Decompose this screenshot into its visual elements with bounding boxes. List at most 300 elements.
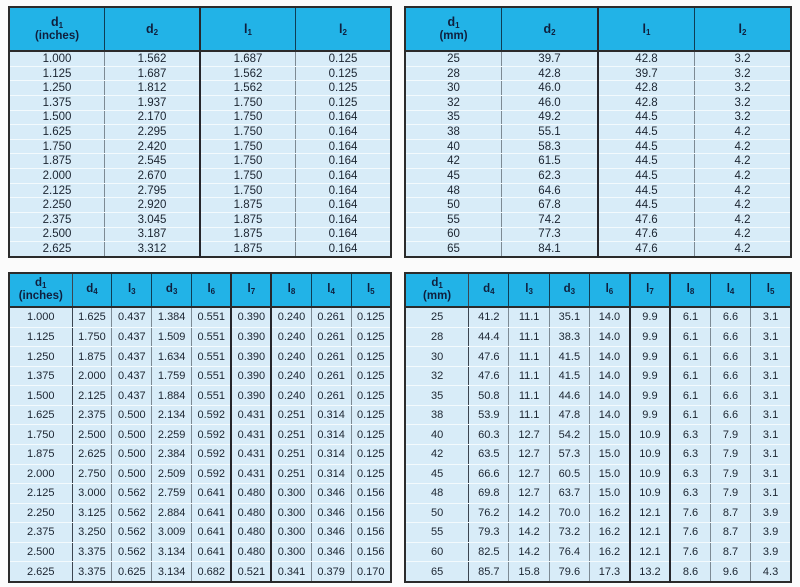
value-cell: 44.4 — [469, 327, 509, 347]
value-cell: 0.314 — [311, 405, 351, 425]
table-header — [405, 7, 791, 51]
value-cell: 2.375 — [72, 405, 112, 425]
value-cell: 0.480 — [231, 523, 271, 543]
value-cell: 1.812 — [105, 81, 201, 96]
value-cell: 1.875 — [200, 198, 296, 213]
value-cell: 1.875 — [200, 212, 296, 227]
table-row — [9, 139, 391, 154]
value-cell: 42.8 — [598, 81, 695, 96]
value-cell: 0.125 — [351, 444, 391, 464]
value-cell: 38.3 — [549, 327, 589, 347]
value-cell: 0.562 — [112, 523, 152, 543]
value-cell: 1.750 — [200, 139, 296, 154]
value-cell: 0.641 — [192, 484, 232, 504]
value-cell: 57.3 — [549, 444, 589, 464]
value-cell: 1.750 — [200, 154, 296, 169]
value-cell: 0.551 — [192, 327, 232, 347]
value-cell: 55 — [405, 523, 469, 543]
value-cell: 0.125 — [351, 464, 391, 484]
value-cell: 0.164 — [296, 154, 392, 169]
value-cell: 8.7 — [710, 503, 750, 523]
column-header-l6: $l_6$ — [590, 273, 630, 307]
value-cell: 3.9 — [751, 503, 791, 523]
value-cell: 15.0 — [590, 464, 630, 484]
value-cell: 3.1 — [751, 464, 791, 484]
value-cell: 0.251 — [271, 464, 311, 484]
table-row — [9, 366, 391, 386]
value-cell: 0.240 — [271, 386, 311, 406]
value-cell: 3.2 — [695, 51, 792, 66]
unit-note: (inches) — [18, 290, 63, 302]
value-cell: 0.641 — [192, 542, 232, 562]
value-cell: 0.437 — [112, 386, 152, 406]
value-cell: 65 — [405, 242, 502, 257]
value-cell: 12.7 — [509, 464, 549, 484]
table-body — [405, 51, 791, 257]
value-cell: 4.2 — [695, 183, 792, 198]
value-cell: 0.240 — [271, 347, 311, 367]
table-row — [9, 154, 391, 169]
value-cell: 3.2 — [695, 110, 792, 125]
value-cell: 1.625 — [9, 125, 105, 140]
value-cell: 63.7 — [549, 484, 589, 504]
value-cell: 6.6 — [710, 366, 750, 386]
value-cell: 40 — [405, 425, 469, 445]
value-cell: 4.2 — [695, 169, 792, 184]
value-cell: 61.5 — [502, 154, 599, 169]
value-cell: 3.2 — [695, 81, 792, 96]
column-header-l6: $l_6$ — [192, 273, 232, 307]
value-cell: 0.346 — [311, 503, 351, 523]
value-cell: 10.9 — [630, 464, 670, 484]
table-body — [9, 307, 391, 582]
value-cell: 4.2 — [695, 212, 792, 227]
value-cell: 13.2 — [630, 562, 670, 582]
value-cell: 44.5 — [598, 169, 695, 184]
value-cell: 15.8 — [509, 562, 549, 582]
table-row — [405, 81, 791, 96]
table-row — [9, 327, 391, 347]
value-cell: 6.1 — [670, 327, 710, 347]
table-row — [405, 227, 791, 242]
value-cell: 0.125 — [351, 366, 391, 386]
value-cell: 7.6 — [670, 503, 710, 523]
value-cell: 6.6 — [710, 347, 750, 367]
value-cell: 44.5 — [598, 139, 695, 154]
value-cell: 3.312 — [105, 242, 201, 257]
value-cell: 0.480 — [231, 484, 271, 504]
value-cell: 28 — [405, 327, 469, 347]
value-cell: 55.1 — [502, 125, 599, 140]
value-cell: 30 — [405, 347, 469, 367]
value-cell: 0.125 — [296, 81, 392, 96]
value-cell: 63.5 — [469, 444, 509, 464]
value-cell: 0.346 — [311, 542, 351, 562]
value-cell: 1.500 — [9, 386, 72, 406]
value-cell: 0.164 — [296, 110, 392, 125]
value-cell: 60.5 — [549, 464, 589, 484]
value-cell: 47.6 — [598, 212, 695, 227]
column-header-d2: $d_2$ — [105, 7, 201, 51]
value-cell: 1.750 — [9, 139, 105, 154]
value-cell: 25 — [405, 51, 502, 66]
value-cell: 14.0 — [590, 327, 630, 347]
value-cell: 0.562 — [112, 542, 152, 562]
value-cell: 2.420 — [105, 139, 201, 154]
value-cell: 62.3 — [502, 169, 599, 184]
value-cell: 14.2 — [509, 542, 549, 562]
value-cell: 0.156 — [351, 503, 391, 523]
value-cell: 2.625 — [72, 444, 112, 464]
value-cell: 0.431 — [231, 464, 271, 484]
value-cell: 6.3 — [670, 444, 710, 464]
value-cell: 1.750 — [9, 425, 72, 445]
value-cell: 6.1 — [670, 366, 710, 386]
value-cell: 0.164 — [296, 169, 392, 184]
dimensions-table-inches-detail — [8, 272, 392, 583]
value-cell: 15.0 — [590, 425, 630, 445]
value-cell: 3.250 — [72, 523, 112, 543]
value-cell: 1.750 — [200, 110, 296, 125]
value-cell: 42 — [405, 444, 469, 464]
value-cell: 9.6 — [710, 562, 750, 582]
value-cell: 14.0 — [590, 366, 630, 386]
value-cell: 0.592 — [192, 444, 232, 464]
value-cell: 39.7 — [502, 51, 599, 66]
value-cell: 1.625 — [72, 307, 112, 327]
value-cell: 2.295 — [105, 125, 201, 140]
value-cell: 0.164 — [296, 139, 392, 154]
table-row — [405, 386, 791, 406]
table-row — [405, 307, 791, 327]
value-cell: 0.437 — [112, 366, 152, 386]
value-cell: 79.3 — [469, 523, 509, 543]
column-header-d1: $d_1$ (mm) — [405, 273, 469, 307]
value-cell: 1.562 — [105, 51, 201, 66]
column-header-l7: $l_7$ — [231, 273, 271, 307]
value-cell: 0.551 — [192, 386, 232, 406]
table-row — [405, 110, 791, 125]
table-row — [9, 542, 391, 562]
table-row — [405, 95, 791, 110]
value-cell: 7.9 — [710, 444, 750, 464]
value-cell: 1.875 — [9, 154, 105, 169]
value-cell: 11.1 — [509, 327, 549, 347]
value-cell: 42.8 — [502, 66, 599, 81]
value-cell: 2.920 — [105, 198, 201, 213]
table-row — [9, 307, 391, 327]
value-cell: 0.346 — [311, 523, 351, 543]
value-cell: 0.261 — [311, 327, 351, 347]
table-row — [9, 125, 391, 140]
value-cell: 0.390 — [231, 347, 271, 367]
value-cell: 3.1 — [751, 347, 791, 367]
value-cell: 0.261 — [311, 386, 351, 406]
table-row — [405, 542, 791, 562]
table-row — [9, 562, 391, 582]
value-cell: 2.545 — [105, 154, 201, 169]
value-cell: 7.9 — [710, 425, 750, 445]
value-cell: 2.750 — [72, 464, 112, 484]
value-cell: 44.5 — [598, 198, 695, 213]
value-cell: 3.9 — [751, 523, 791, 543]
value-cell: 3.1 — [751, 405, 791, 425]
value-cell: 0.261 — [311, 347, 351, 367]
table-row — [9, 425, 391, 445]
value-cell: 0.125 — [351, 425, 391, 445]
value-cell: 0.562 — [112, 503, 152, 523]
value-cell: 14.0 — [590, 386, 630, 406]
value-cell: 0.341 — [271, 562, 311, 582]
value-cell: 8.7 — [710, 542, 750, 562]
value-cell: 0.682 — [192, 562, 232, 582]
value-cell: 3.1 — [751, 366, 791, 386]
value-cell: 0.390 — [231, 366, 271, 386]
value-cell: 0.251 — [271, 444, 311, 464]
value-cell: 6.3 — [670, 464, 710, 484]
value-cell: 32 — [405, 366, 469, 386]
value-cell: 8.7 — [710, 523, 750, 543]
value-cell: 1.875 — [72, 347, 112, 367]
value-cell: 2.500 — [9, 227, 105, 242]
value-cell: 0.551 — [192, 366, 232, 386]
value-cell: 84.1 — [502, 242, 599, 257]
value-cell: 0.480 — [231, 503, 271, 523]
value-cell: 0.170 — [357, 565, 385, 578]
value-cell: 66.6 — [469, 464, 509, 484]
table-row — [405, 139, 791, 154]
column-header-l1: $l_1$ — [598, 7, 695, 51]
value-cell: 1.562 — [200, 66, 296, 81]
value-cell: 11.1 — [509, 386, 549, 406]
value-cell: 0.500 — [112, 405, 152, 425]
value-cell: 0.300 — [271, 523, 311, 543]
value-cell: 0.500 — [112, 444, 152, 464]
table-row — [9, 183, 391, 198]
value-cell: 1.875 — [200, 227, 296, 242]
value-cell: 1.375 — [9, 366, 72, 386]
value-cell: 3.1 — [751, 425, 791, 445]
value-cell: 4.2 — [695, 125, 792, 140]
value-cell: 9.9 — [630, 327, 670, 347]
value-cell: 0.437 — [112, 347, 152, 367]
value-cell: 35.1 — [549, 307, 589, 327]
value-cell: 30 — [405, 81, 502, 96]
table-row — [9, 227, 391, 242]
table-row — [405, 327, 791, 347]
value-cell: 0.314 — [311, 444, 351, 464]
column-header-l8: $l_8$ — [670, 273, 710, 307]
table-row — [405, 523, 791, 543]
value-cell: 0.592 — [192, 464, 232, 484]
value-cell: 74.2 — [502, 212, 599, 227]
value-cell: 1.562 — [200, 81, 296, 96]
value-cell: 6.1 — [670, 307, 710, 327]
value-cell: 4.2 — [734, 243, 751, 256]
value-cell: 2.500 — [9, 542, 72, 562]
column-header-l3: $l_3$ — [509, 273, 549, 307]
value-cell: 60 — [405, 542, 469, 562]
column-header-l5: $l_5$ — [751, 273, 791, 307]
table-header — [9, 7, 391, 51]
table-row — [405, 484, 791, 504]
column-header-d4: $d_4$ — [72, 273, 112, 307]
value-cell: 2.759 — [152, 484, 192, 504]
value-cell: 2.000 — [9, 464, 72, 484]
table-row — [9, 110, 391, 125]
value-cell: 1.250 — [9, 347, 72, 367]
value-cell: 47.6 — [469, 366, 509, 386]
unit-note: (inches) — [34, 29, 80, 42]
value-cell: 15.0 — [590, 444, 630, 464]
value-cell: 0.641 — [192, 503, 232, 523]
value-cell: 44.5 — [598, 183, 695, 198]
table-row — [9, 347, 391, 367]
column-header-l4: $l_4$ — [311, 273, 351, 307]
value-cell: 79.6 — [549, 562, 589, 582]
value-cell: 76.4 — [549, 542, 589, 562]
value-cell: 2.250 — [9, 503, 72, 523]
value-cell: 0.164 — [296, 212, 392, 227]
value-cell: 0.521 — [231, 562, 271, 582]
table-body — [405, 307, 791, 582]
value-cell: 0.480 — [231, 542, 271, 562]
table-row — [9, 444, 391, 464]
value-cell: 69.8 — [469, 484, 509, 504]
value-cell: 38 — [405, 405, 469, 425]
value-cell: 0.641 — [192, 523, 232, 543]
value-cell: 0.164 — [328, 243, 358, 256]
value-cell: 60.3 — [469, 425, 509, 445]
value-cell: 41.5 — [549, 347, 589, 367]
value-cell: 11.1 — [509, 366, 549, 386]
value-cell: 53.9 — [469, 405, 509, 425]
value-cell: 6.6 — [710, 327, 750, 347]
value-cell: 0.164 — [296, 198, 392, 213]
value-cell: 1.000 — [9, 307, 72, 327]
table-row — [9, 212, 391, 227]
value-cell: 7.9 — [710, 464, 750, 484]
column-header-l7: $l_7$ — [630, 273, 670, 307]
value-cell: 0.551 — [192, 307, 232, 327]
value-cell: 38 — [405, 125, 502, 140]
value-cell: 2.625 — [9, 562, 72, 582]
value-cell: 12.1 — [630, 523, 670, 543]
value-cell: 9.9 — [630, 347, 670, 367]
value-cell: 3.1 — [751, 327, 791, 347]
value-cell: 0.390 — [231, 386, 271, 406]
table-row — [405, 242, 791, 257]
value-cell: 0.437 — [112, 307, 152, 327]
value-cell: 60 — [405, 227, 502, 242]
value-cell: 1.937 — [105, 95, 201, 110]
table-row — [405, 198, 791, 213]
value-cell: 0.562 — [112, 484, 152, 504]
value-cell: 0.251 — [271, 425, 311, 445]
column-header-d4: $d_4$ — [469, 273, 509, 307]
value-cell: 3.1 — [751, 444, 791, 464]
value-cell: 6.1 — [670, 347, 710, 367]
table-row — [9, 464, 391, 484]
value-cell: 0.261 — [311, 366, 351, 386]
value-cell: 0.390 — [231, 307, 271, 327]
value-cell: 1.750 — [200, 183, 296, 198]
value-cell: 0.625 — [112, 562, 152, 582]
value-cell: 0.500 — [112, 425, 152, 445]
value-cell: 3.187 — [105, 227, 201, 242]
value-cell: 11.1 — [509, 307, 549, 327]
table-row — [9, 66, 391, 81]
value-cell: 15.0 — [590, 484, 630, 504]
value-cell: 41.5 — [549, 366, 589, 386]
value-cell: 0.251 — [271, 405, 311, 425]
value-cell: 3.000 — [72, 484, 112, 504]
value-cell: 2.170 — [105, 110, 201, 125]
value-cell: 2.509 — [152, 464, 192, 484]
value-cell: 1.750 — [200, 95, 296, 110]
value-cell: 1.750 — [200, 125, 296, 140]
value-cell: 6.1 — [670, 405, 710, 425]
table-row — [9, 51, 391, 66]
value-cell: 1.509 — [152, 327, 192, 347]
value-cell: 0.300 — [271, 542, 311, 562]
value-cell: 0.379 — [311, 562, 351, 582]
value-cell: 1.000 — [9, 51, 105, 66]
value-cell: 54.2 — [549, 425, 589, 445]
column-header-d1: $d_1$ (inches) — [9, 7, 105, 51]
value-cell: 46.0 — [502, 81, 599, 96]
table-row — [405, 444, 791, 464]
value-cell: 1.125 — [9, 327, 72, 347]
value-cell: 28 — [405, 66, 502, 81]
value-cell: 0.314 — [311, 425, 351, 445]
table-row — [405, 125, 791, 140]
table-row — [405, 425, 791, 445]
value-cell: 0.431 — [231, 425, 271, 445]
value-cell: 11.1 — [509, 347, 549, 367]
value-cell: 50.8 — [469, 386, 509, 406]
value-cell: 1.750 — [200, 169, 296, 184]
value-cell: 2.625 — [9, 242, 105, 257]
value-cell: 12.7 — [509, 444, 549, 464]
table-row — [9, 503, 391, 523]
value-cell: 4.2 — [695, 227, 792, 242]
table-row — [405, 51, 791, 66]
value-cell: 9.9 — [630, 405, 670, 425]
value-cell: 2.259 — [152, 425, 192, 445]
value-cell: 2.000 — [72, 366, 112, 386]
value-cell: 10.9 — [630, 425, 670, 445]
value-cell: 12.7 — [509, 425, 549, 445]
table-row — [405, 503, 791, 523]
value-cell: 2.384 — [152, 444, 192, 464]
table-row — [405, 464, 791, 484]
value-cell: 44.5 — [598, 110, 695, 125]
value-cell: 9.9 — [630, 366, 670, 386]
value-cell: 0.125 — [351, 307, 391, 327]
value-cell: 46.0 — [502, 95, 599, 110]
column-header-d3: $d_3$ — [152, 273, 192, 307]
value-cell: 47.6 — [598, 242, 695, 257]
value-cell: 4.3 — [762, 565, 779, 578]
value-cell: 1.759 — [152, 366, 192, 386]
value-cell: 48 — [405, 484, 469, 504]
value-cell: 14.2 — [509, 523, 549, 543]
value-cell: 1.125 — [9, 66, 105, 81]
value-cell: 47.6 — [598, 227, 695, 242]
value-cell: 3.134 — [152, 562, 192, 582]
value-cell: 50 — [405, 198, 502, 213]
